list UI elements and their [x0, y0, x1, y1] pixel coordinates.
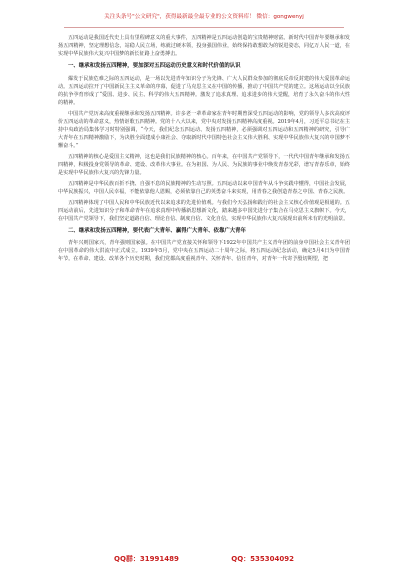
paragraph-3: 中国共产党历来高度重视继承和发扬五四精神。许多老一辈革命家在青年时期曾深受五四运动的影响，党的领导人多次高度评价五四运动的革命意义，热情讴歌五四精神。党的十八大以来，党中央对发扬五四精神高度重视。2019年4月，习近平总书记在主持中央政治局集体学习时特别强调，“今天，我们纪念五四运动、发扬五四精神，必须强调对五四运动和五四精神的研究，引导广大青年在五四精神激励下，为决胜全面建成小康社会、夺取新时代中国特色社会主义伟大胜利、实现中华民族伟大复兴的中国梦不懈奋斗。” — [58, 110, 350, 149]
document-body — [58, 34, 350, 266]
promo-header — [64, 5, 344, 28]
section-heading-1: 一、继承和发扬五四精神，要加深对五四运动历史意义和时代价值的认识 — [68, 63, 241, 69]
intro-paragraph: 五四运动是我国近代史上具有里程碑意义的重大事件，五四精神是五四运动创造的宝贵精神财富。新时代中国青年要继承和发扬五四精神，坚定理想信念，站稳人民立场，练就过硬本领，投身强国伟业，始终保持敢想敢为的锐进姿态，同亿万人民一道，在实现中华民族伟大复兴中国梦的新长征路上奋勇搏击。 — [58, 35, 350, 57]
qq-contact-text: QQ：535304092 — [231, 555, 294, 563]
paragraph-2: 爆发于民族危难之际的五四运动，是一场以先进青年知识分子为先锋、广大人民群众参加的彻底反帝反封建的伟大爱国革命运动。五四运动拉开了中国新民主主义革命的序幕，促进了马克思主义在中国的传播，推动了中国共产党的建立。这场运动以全民族的抗争孕育形成了“爱国、进步、民主、科学的伟大五四精神。激发了追求真理、追求进步的伟大觉醒，培育了永久奋斗的伟大性的精神。 — [58, 75, 350, 106]
paragraph-5: 五四精神是中华民族百折不挠、自强不息的民族精神的生动写照。五四运动以来中国青年从斗争实践中懂得，中国社会发展，中华民族振兴，中国人民幸福，不能依靠他人恩赐，必须依靠自己的英勇奋斗来实现，用青春之我创造青春之中国、青春之民族。 — [58, 180, 350, 195]
promo-header-text: 关注头条号"公文研究"，获得最新最全最专业的公文资料库！ 微信：gongwenyj — [104, 14, 304, 20]
qq-group-text: QQ群：31991489 — [114, 555, 179, 563]
paragraph-6: 五四精神体现了中国人民和中华民族近代以来追求的先进价值观。与我们今天弘扬和践行的社会主义核心价值观是相通的。五四运动前后，先进知识分子和革命青年在追求真理中传播新思想新文化，踏来越多中国先进分子集合在马克思主义旗帜下。今天，在中国共产党领导下，我们坚定道路自信、理论自信、制度自信、文化自信，实现中华民族伟大复兴展现出前所未有的光明前景。 — [58, 199, 350, 222]
section-heading-2: 二、继承和发扬五四精神，要代表广大青年、赢得广大青年、依靠广大青年 — [68, 227, 246, 234]
paragraph-7: 青年兴则国家兴，青年强则国家强。在中国共产党直接关怀和领导下1922年中国共产主义青年团的前身中国社会主义青年团在中国革命的伟大洪流中正式成立。1939年5月，党中央在五四运动二十周年之际，将五四运动纪念活动，确定5月4日为中国青年节。在革命、建设、改革各个历史时期，我们党都高度重视青年、关怀青年、信任青年，对青年一代寄予殷切期望，把 — [58, 240, 350, 262]
contact-footer — [58, 554, 350, 564]
paragraph-4: 五四精神的核心是爱国主义精神，这也是我们民族精神的核心。百年来，在中国共产党领导下，一代代中国青年继承和发扬五四精神，积极投身党领导的革命、建设、改革伟大事业。在为祖国、为人民、为民族的事业中焕发青春光彩，谱写青春乐章，始终是实现中华民族伟大复兴的先锋力量。 — [58, 153, 350, 176]
